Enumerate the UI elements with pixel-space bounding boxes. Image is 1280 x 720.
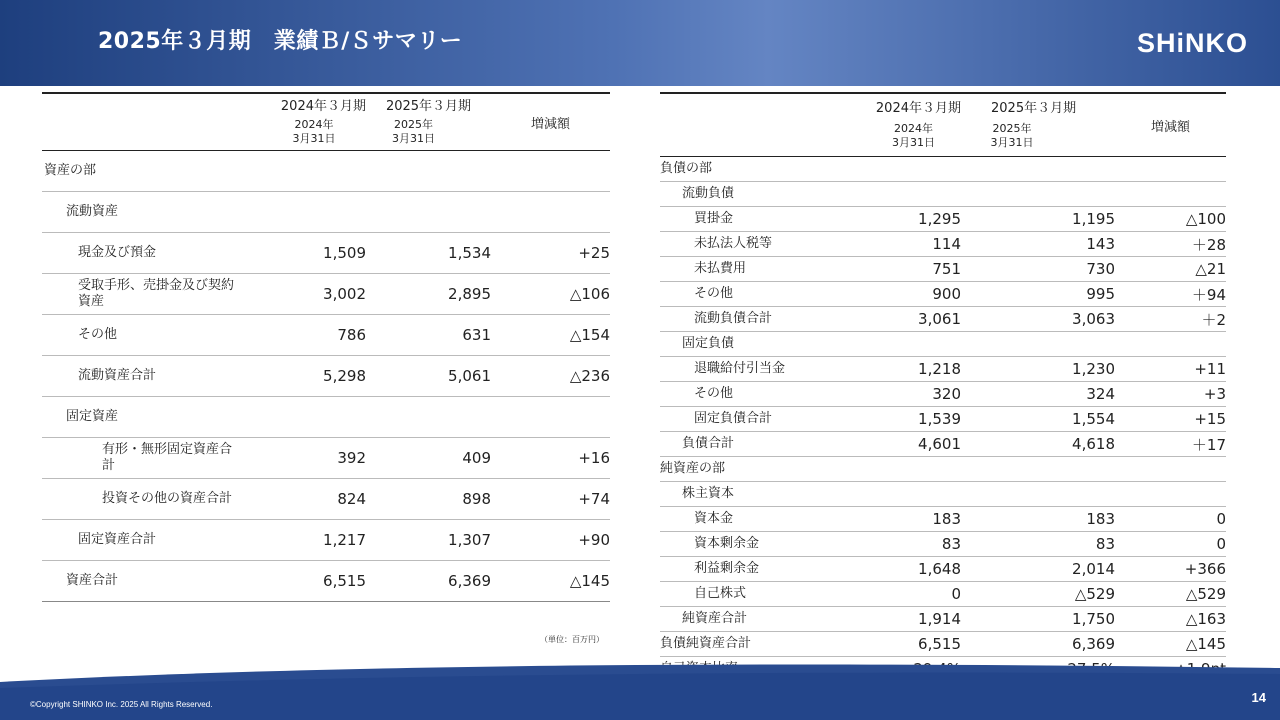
row-curr-value [961,182,1115,207]
row-curr-value: 2,895 [366,274,491,315]
change-header: 増減額 [1115,93,1226,157]
row-diff-value: △21 [1115,257,1226,282]
row-label: 固定負債 [660,332,836,357]
table-row [42,520,610,561]
table-row [660,382,1226,407]
row-diff-value: +90 [491,520,610,561]
curr-date-header: 2025年 3月31日 [961,116,1115,157]
row-diff-value: +16 [491,438,610,479]
row-curr-value: 1,230 [961,357,1115,382]
row-prev-value: 4,601 [836,432,961,457]
row-curr-value: 143 [961,232,1115,257]
row-prev-value [242,192,366,233]
table-row [660,407,1226,432]
row-curr-value: 3,063 [961,307,1115,332]
row-curr-value: 409 [366,438,491,479]
row-prev-value [836,332,961,357]
row-label: 受取手形、売掛金及び契約 資産 [42,274,242,315]
row-curr-value: 83 [961,532,1115,557]
row-prev-value: 1,509 [242,233,366,274]
row-label: その他 [42,315,242,356]
table-row [660,207,1226,232]
row-curr-value [961,332,1115,357]
row-diff-value: △529 [1115,582,1226,607]
table-row [42,561,610,602]
row-curr-value: 1,554 [961,407,1115,432]
row-curr-value: △529 [961,582,1115,607]
row-label: 買掛金 [660,207,836,232]
change-header: 増減額 [491,93,610,151]
row-curr-value: 6,369 [961,632,1115,657]
table-row [660,232,1226,257]
row-diff-value [1115,157,1226,182]
row-prev-value: 1,218 [836,357,961,382]
table-row [42,315,610,356]
table-row [660,257,1226,282]
row-diff-value: △236 [491,356,610,397]
row-label: 負債純資産合計 [660,632,836,657]
row-curr-value: 898 [366,479,491,520]
row-prev-value: 3,002 [242,274,366,315]
row-label: 現金及び預金 [42,233,242,274]
row-label: 純資産の部 [660,457,836,482]
row-curr-value: 183 [961,507,1115,532]
row-prev-value: 751 [836,257,961,282]
row-curr-value: 1,534 [366,233,491,274]
row-prev-value: 5,298 [242,356,366,397]
row-prev-value: 824 [242,479,366,520]
table-row [42,192,610,233]
table-row [660,582,1226,607]
row-label: 流動負債合計 [660,307,836,332]
table-row [660,607,1226,632]
page-title: 2025年３月期 業績Ｂ/Ｓサマリー [98,29,463,54]
curr-date-header: 2025年 3月31日 [366,114,491,151]
row-label: 固定資産 [42,397,242,438]
row-prev-value [836,182,961,207]
row-diff-value: +11 [1115,357,1226,382]
row-label: 自己株式 [660,582,836,607]
row-diff-value: ＋17 [1115,432,1226,457]
row-prev-value: 6,515 [836,632,961,657]
row-label: 資産の部 [42,151,242,192]
table-row [42,438,610,479]
row-diff-value: +25 [491,233,610,274]
row-prev-value: 1,539 [836,407,961,432]
row-label: 利益剰余金 [660,557,836,582]
row-prev-value: 183 [836,507,961,532]
row-label: 流動資産 [42,192,242,233]
row-prev-value [242,397,366,438]
row-diff-value: △154 [491,315,610,356]
row-prev-value: 1,914 [836,607,961,632]
row-label: 資本剰余金 [660,532,836,557]
row-diff-value [491,151,610,192]
row-prev-value: 1,295 [836,207,961,232]
row-diff-value: ＋2 [1115,307,1226,332]
row-diff-value: △106 [491,274,610,315]
row-curr-value: 2,014 [961,557,1115,582]
row-curr-value: 324 [961,382,1115,407]
row-curr-value: 631 [366,315,491,356]
row-curr-value: 6,369 [366,561,491,602]
prev-period-header: 2024年３月期 [242,93,366,114]
table-row [660,482,1226,507]
row-prev-value: 392 [242,438,366,479]
table-row [42,151,610,192]
liabilities-table [660,92,1226,682]
row-diff-value: ＋28 [1115,232,1226,257]
row-prev-value: 6,515 [242,561,366,602]
prev-date-header: 2024年 3月31日 [836,116,961,157]
row-curr-value [366,151,491,192]
page-number: 14 [1251,690,1266,705]
row-curr-value [961,457,1115,482]
table-row [660,357,1226,382]
prev-period-header: 2024年３月期 [836,93,961,116]
row-prev-value: 0 [836,582,961,607]
row-label: 純資産合計 [660,607,836,632]
table-row [42,479,610,520]
row-label: 資本金 [660,507,836,532]
assets-table [42,92,610,602]
table-row [42,397,610,438]
row-label: 負債の部 [660,157,836,182]
row-diff-value: 0 [1115,532,1226,557]
row-curr-value: 5,061 [366,356,491,397]
row-prev-value: 83 [836,532,961,557]
row-diff-value: +15 [1115,407,1226,432]
row-prev-value: 900 [836,282,961,307]
table-row [660,532,1226,557]
row-label: 有形・無形固定資産合計 [42,438,242,479]
row-diff-value: △100 [1115,207,1226,232]
company-logo: SHiNKO [1136,28,1248,58]
row-diff-value: +366 [1115,557,1226,582]
row-curr-value: 730 [961,257,1115,282]
table-row [660,332,1226,357]
table-row [660,557,1226,582]
row-label: 退職給付引当金 [660,357,836,382]
row-diff-value: △163 [1115,607,1226,632]
row-diff-value [1115,457,1226,482]
row-label: 投資その他の資産合計 [42,479,242,520]
row-prev-value: 320 [836,382,961,407]
row-label: 未払法人税等 [660,232,836,257]
row-curr-value [366,192,491,233]
row-curr-value [366,397,491,438]
row-label: 株主資本 [660,482,836,507]
row-diff-value: ＋94 [1115,282,1226,307]
row-label: その他 [660,382,836,407]
row-diff-value: +3 [1115,382,1226,407]
row-label: 流動資産合計 [42,356,242,397]
row-label: その他 [660,282,836,307]
row-prev-value [836,482,961,507]
row-curr-value [961,482,1115,507]
row-prev-value: 786 [242,315,366,356]
row-curr-value [961,157,1115,182]
row-diff-value [1115,332,1226,357]
table-row [660,282,1226,307]
row-curr-value: 995 [961,282,1115,307]
row-label: 負債合計 [660,432,836,457]
row-prev-value [242,151,366,192]
row-diff-value: 0 [1115,507,1226,532]
row-curr-value: 4,618 [961,432,1115,457]
row-prev-value: 3,061 [836,307,961,332]
row-prev-value: 1,648 [836,557,961,582]
row-curr-value: 1,195 [961,207,1115,232]
curr-period-header: 2025年３月期 [961,93,1115,116]
table-row [660,507,1226,532]
row-diff-value: △145 [1115,632,1226,657]
row-diff-value: △145 [491,561,610,602]
table-row [42,356,610,397]
copyright-text: ©Copyright SHINKO Inc. 2025 All Rights Reserved. [30,700,213,709]
header-banner [0,0,1280,86]
row-curr-value: 1,750 [961,607,1115,632]
footer-wave [0,660,1280,720]
row-label: 流動負債 [660,182,836,207]
prev-date-header: 2024年 3月31日 [242,114,366,151]
curr-period-header: 2025年３月期 [366,93,491,114]
table-row [660,432,1226,457]
row-label: 未払費用 [660,257,836,282]
row-diff-value [1115,482,1226,507]
table-row [660,157,1226,182]
row-prev-value: 1,217 [242,520,366,561]
row-curr-value: 1,307 [366,520,491,561]
row-label: 固定資産合計 [42,520,242,561]
row-diff-value: +74 [491,479,610,520]
row-diff-value [491,397,610,438]
table-row [660,307,1226,332]
row-prev-value [836,157,961,182]
table-row [42,274,610,315]
table-row [42,233,610,274]
row-label: 固定負債合計 [660,407,836,432]
table-row [660,182,1226,207]
row-prev-value: 114 [836,232,961,257]
row-diff-value [1115,182,1226,207]
table-row [660,632,1226,657]
row-prev-value [836,457,961,482]
row-diff-value [491,192,610,233]
table-row [660,457,1226,482]
unit-note: （単位：百万円） [540,635,604,644]
row-label: 資産合計 [42,561,242,602]
